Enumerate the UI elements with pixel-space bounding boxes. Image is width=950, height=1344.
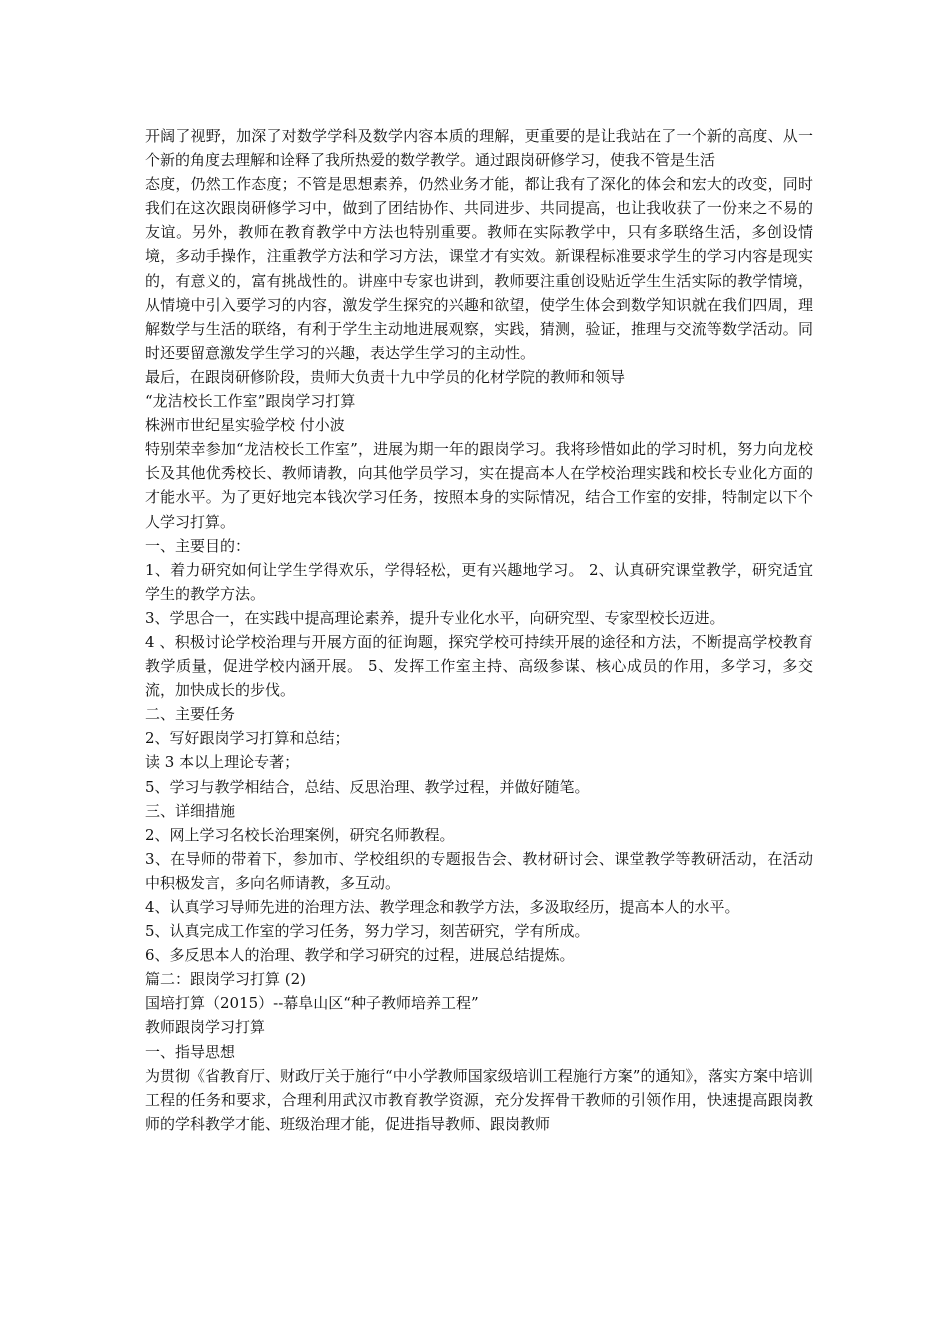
paragraph-7: 一、主要目的：	[145, 536, 251, 555]
paragraph-16: 2、网上学习名校长治理案例，研究名师教程。	[145, 825, 455, 844]
paragraph-10: 4 、积极讨论学校治理与开展方面的征询题，探究学校可持续开展的途径和方法，不断提高学校教育教学质量，促进学校内涵开展。 5、发挥工作室主持、高级参谋、核心成员的作用，多学习，多交流，加快成长的步伐。	[145, 632, 813, 700]
paragraph-25: 为贯彻《省教育厅、财政厅关于施行“中小学教师国家级培训工程施行方案”的通知》，落实方案中培训工程的任务和要求，合理利用武汉市教育教学资源，充分发挥骨干教师的引领作用，快速提高跟岗教师的学科教学才能、班级治理才能，促进指导教师、跟岗教师	[145, 1066, 813, 1133]
paragraph-23: 教师跟岗学习打算	[145, 1018, 266, 1037]
paragraph-21: 篇二：跟岗学习打算 (2)	[145, 970, 307, 989]
paragraph-14: 5、学习与教学相结合，总结、反思治理、教学过程，并做好随笔。	[145, 777, 590, 796]
paragraph-22: 国培打算（2015）--幕阜山区“种子教师培养工程”	[145, 994, 479, 1013]
paragraph-17: 3、在导师的带着下，参加市、学校组织的专题报告会、教材研讨会、课堂教学等教研活动，在活动中积极发言，多向名师请教，多互动。	[145, 849, 813, 892]
paragraph-15: 三、详细措施	[145, 801, 236, 820]
paragraph-18: 4、认真学习导师先进的治理方法、教学理念和教学方法，多汲取经历，提高本人的水平。	[145, 898, 740, 916]
paragraph-24: 一、指导思想	[145, 1042, 236, 1061]
paragraph-4: “龙洁校长工作室”跟岗学习打算	[145, 392, 356, 411]
paragraph-8: 1、着力研究如何让学生学得欢乐，学得轻松，更有兴趣地学习。 2、认真研究课堂教学，研究适宜学生的教学方法。	[145, 560, 813, 603]
paragraph-20: 6、多反思本人的治理、教学和学习研究的过程，进展总结提炼。	[145, 946, 575, 965]
document-body	[145, 124, 813, 1136]
paragraph-6: 特别荣幸参加“龙洁校长工作室”，进展为期一年的跟岗学习。我将珍惜如此的学习时机，努力向龙校长及其他优秀校长、教师请教，向其他学员学习，实在提高本人在学校治理实践和校长专业化方面的才能水平。为了更好地完本钱次学习任务，按照本身的实际情况，结合工作室的安排，特制定以下个人学习打算。	[145, 440, 813, 531]
paragraph-19: 5、认真完成工作室的学习任务，努力学习，刻苦研究，学有所成。	[145, 922, 590, 941]
paragraph-2: 态度，仍然工作态度；不管是思想素养，仍然业务才能，都让我有了深化的体会和宏大的改变，同时我们在这次跟岗研修学习中，做到了团结协作、共同进步、共同提高，也让我收获了一份来之不易的友谊。另外，教师在教育教学中方法也特别重要。教师在实际教学中，只有多联络生活，多创设情境，多动手操作，注重教学方法和学习方法，课堂才有实效。新课程标准要求学生的学习内容是现实的，有意义的，富有挑战性的。讲座中专家也讲到，教师要注重创设贴近学生生活实际的教学情境，从情境中引入要学习的内容，激发学生探究的兴趣和欲望，使学生体会到数学知识就在我们四周，理解数学与生活的联络，有利于学生主动地进展观察，实践，猜测，验证，推理与交流等数学活动。同时还要留意激发学生学习的兴趣，表达学生学习的主动性。	[145, 175, 813, 362]
paragraph-13: 读 3 本以上理论专著；	[145, 753, 300, 772]
paragraph-1: 开阔了视野，加深了对数学学科及数学内容本质的理解，更重要的是让我站在了一个新的高度、从一个新的角度去理解和诠释了我所热爱的数学教学。通过跟岗研修学习，使我不管是生活	[145, 127, 813, 170]
paragraph-3: 最后，在跟岗研修阶段，贵师大负责十九中学员的化材学院的教师和领导	[145, 367, 626, 386]
paragraph-12: 2、写好跟岗学习打算和总结；	[145, 729, 350, 748]
paragraph-11: 二、主要任务	[145, 705, 236, 724]
paragraph-5: 株洲市世纪星实验学校 付小波	[145, 416, 345, 435]
paragraph-9: 3、学思合一，在实践中提高理论素养，提升专业化水平，向研究型、专家型校长迈进。	[145, 608, 725, 627]
